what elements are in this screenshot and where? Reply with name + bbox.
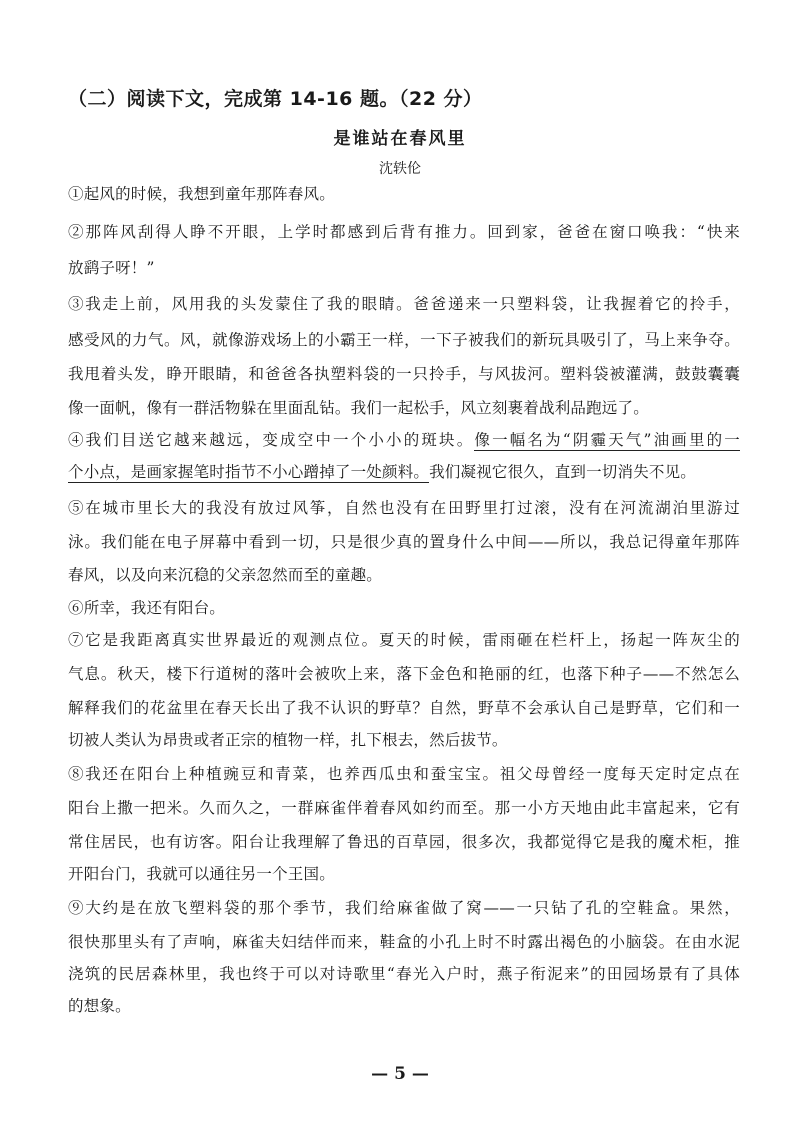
text-line: 浇筑的民居森林里，我也终于可以对诗歌里“春光入户时，燕子衔泥来”的田园场景有了具体 (68, 965, 740, 983)
page-number: — 5 — (371, 1064, 429, 1084)
text-line: ⑥所幸，我还有阳台。 (68, 599, 226, 617)
text-line: 常住居民，也有访客。阳台让我理解了鲁迅的百草园，很多次，我都觉得它是我的魔术柜，推 (68, 833, 740, 851)
underlined-sentence: 像一幅名为“阴霾天气”油画里的一 (474, 431, 740, 449)
text-line: ③我走上前，风用我的头发蒙住了我的眼睛。爸爸递来一只塑料袋，让我握着它的拎手， (68, 295, 740, 313)
text-segment: ④我们目送它越来越远，变成空中一个小小的斑块。 (68, 431, 475, 449)
text-line (68, 428, 740, 450)
text-segment: 我们凝视它很久，直到一切消失不见。 (429, 463, 697, 481)
underlined-sentence: 个小点，是画家握笔时指节不小心蹭掉了一处颜料。 (68, 463, 430, 481)
text-line: ⑧我还在阳台上种植豌豆和青菜，也养西瓜虫和蚕宝宝。祖父母曾经一度每天定时定点在 (68, 765, 740, 783)
text-line: ⑦它是我距离真实世界最近的观测点位。夏天的时候，雷雨砸在栏杆上，扬起一阵灰尘的 (68, 631, 740, 649)
text-line: 切被人类认为昂贵或者正宗的植物一样，扎下根去，然后拔节。 (68, 731, 508, 749)
article-author: 沈轶伦 (379, 161, 421, 177)
text-line: 的想象。 (68, 997, 131, 1015)
text-line: ⑤在城市里长大的我没有放过风筝，自然也没有在田野里打过滚，没有在河流湖泊里游过 (68, 499, 740, 517)
article-title: 是谁站在春风里 (333, 129, 467, 149)
text-line: ①起风的时候，我想到童年那阵春风。 (68, 185, 335, 203)
text-line: 感受风的力气。风，就像游戏场上的小霸王一样，一下子被我们的新玩具吸引了，马上来争夺。 (68, 331, 740, 349)
text-line: 春风，以及向来沉稳的父亲忽然而至的童趣。 (68, 566, 383, 584)
text-line: 放鹞子呀！” (68, 259, 155, 277)
text-line: 气息。秋天，楼下行道树的落叶会被吹上来，落下金色和艳丽的红，也落下种子——不然怎么 (68, 665, 740, 683)
text-line: 解释我们的花盆里在春天长出了我不认识的野草？自然，野草不会承认自己是野草，它们和一 (68, 699, 740, 717)
text-line: 阳台上撒一把米。久而久之，一群麻雀伴着春风如约而至。那一小方天地由此丰富起来，它有 (68, 799, 740, 817)
text-line: 开阳台门，我就可以通往另一个王国。 (68, 865, 335, 883)
text-line (68, 460, 740, 482)
text-line: 我甩着头发，睁开眼睛，和爸爸各执塑料袋的一只拎手，与风拔河。塑料袋被灌满，鼓鼓囊囊 (68, 365, 740, 383)
text-line: 很快那里头有了声响，麻雀夫妇结伴而来，鞋盒的小孔上时不时露出褐色的小脑袋。在由水泥 (68, 933, 740, 951)
section-header: （二）阅读下文，完成第 14-16 题。（22 分） (68, 88, 483, 110)
text-line: 像一面帆，像有一群活物躲在里面乱钻。我们一起松手，风立刻裹着战利品跑远了。 (68, 399, 649, 417)
text-line: ⑨大约是在放飞塑料袋的那个季节，我们给麻雀做了窝——一只钻了孔的空鞋盒。果然， (68, 899, 740, 917)
text-line: ②那阵风刮得人睁不开眼，上学时都感到后背有推力。回到家，爸爸在窗口唤我：“快来 (68, 223, 740, 241)
text-line: 泳。我们能在电子屏幕中看到一切，只是很少真的置身什么中间——所以，我总记得童年那阵 (68, 533, 740, 551)
